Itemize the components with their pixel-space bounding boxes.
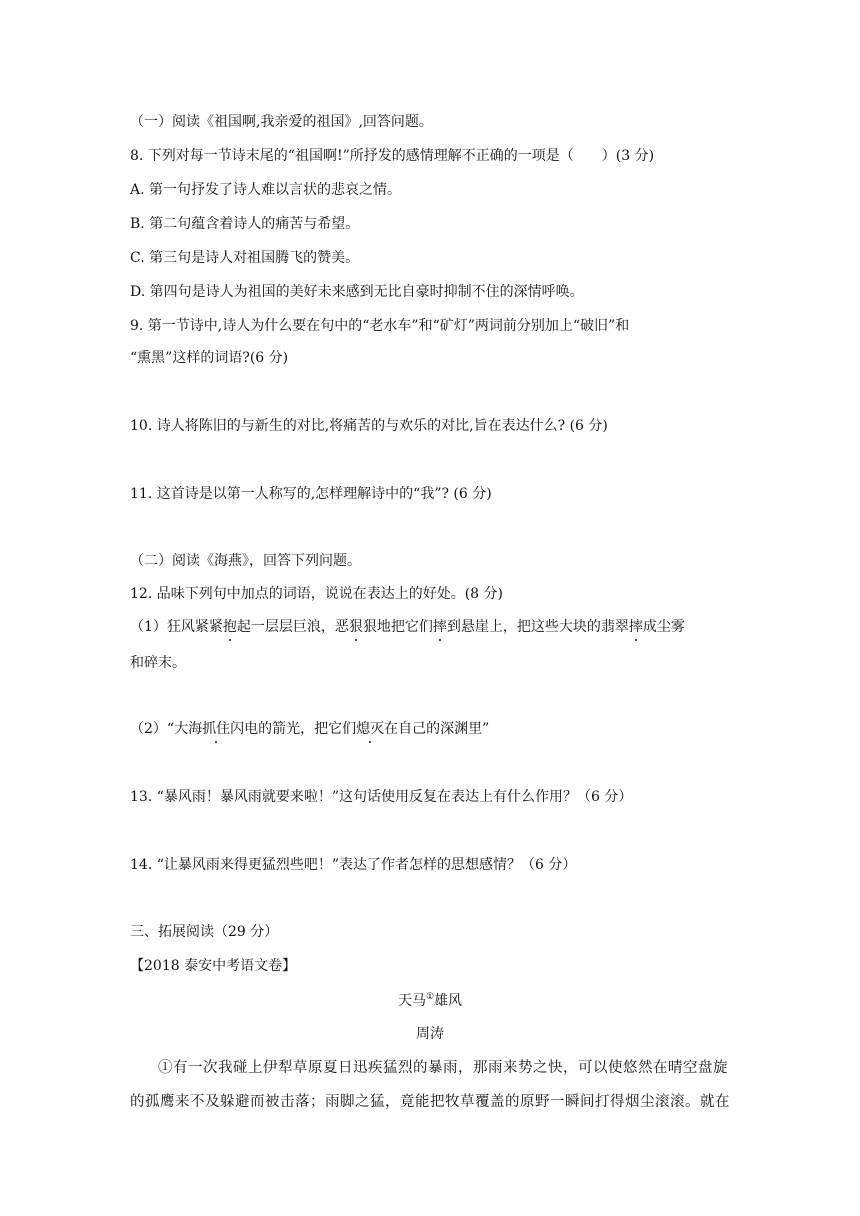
question-9-line-2: “熏黑”这样的词语?(6 分) [130, 350, 289, 366]
sentence-text: 起一层层巨浪， [236, 619, 335, 635]
article-author: 周涛 [416, 1026, 444, 1042]
sentence-text: 地把它们 [376, 619, 433, 635]
dotted-word: 摔 [432, 619, 447, 635]
dotted-word: 抓住 [202, 721, 231, 737]
article-paragraph-line: ①有一次我碰上伊犁草原夏日迅疾猛烈的暴雨，那雨来势之快，可以使悠然在晴空盘旋 [158, 1060, 728, 1076]
section-three-heading: 三、拓展阅读（29 分） [130, 924, 279, 940]
question-12-item-1 [130, 618, 685, 636]
section-one-heading: （一）阅读《祖国啊,我亲爱的祖国》,回答问题。 [130, 114, 433, 130]
question-8-option-c: C. 第三句是诗人对祖国腾飞的赞美。 [130, 250, 360, 266]
source-label: 【2018 泰安中考语文卷】 [130, 958, 297, 974]
article-paragraph-line: 的孤鹰来不及躲避而被击落；雨脚之猛，竟能把牧草覆盖的原野一瞬间打得烟尘滚滚。就在 [130, 1094, 730, 1110]
article-title-text: 天马 [397, 993, 426, 1009]
question-9-line-1: 9. 第一节诗中,诗人为什么要在句中的“老水车”和“矿灯”两词前分别加上“破旧”和 [130, 318, 630, 334]
dotted-word: 恶狠狠 [334, 619, 377, 635]
article-title-text: 雄风 [434, 993, 463, 1009]
dotted-word: 抱 [222, 619, 237, 635]
sentence-text: （1）狂风紧紧 [130, 619, 223, 635]
dotted-word: 熄灭 [356, 721, 385, 737]
question-11: 11. 这首诗是以第一人称写的,怎样理解诗中的“我”? (6 分) [130, 486, 492, 502]
section-two-heading: （二）阅读《海燕》，回答下列问题。 [130, 553, 361, 569]
question-14: 14. “让暴风雨来得更猛烈些吧！”表达了作者怎样的思想感情？（6 分） [130, 857, 577, 873]
sentence-text: 闪电的箭光，把它们 [230, 721, 357, 737]
sentence-text: 到悬崖上，把这些大块的翡翠 [446, 619, 629, 635]
question-8-option-b: B. 第二句蕴含着诗人的痛苦与希望。 [130, 216, 360, 232]
question-12-item-1-continuation: 和碎末。 [130, 655, 186, 671]
article-title [0, 992, 860, 1010]
question-12: 12. 品味下列句中加点的词语，说说在表达上的好处。(8 分) [130, 586, 503, 602]
sentence-text: 在自己的深渊里” [384, 721, 490, 737]
question-13: 13. “暴风雨！暴风雨就要来啦！”这句话使用反复在表达上有什么作用？（6 分） [130, 789, 633, 805]
question-10: 10. 诗人将陈旧的与新生的对比,将痛苦的与欢乐的对比,旨在表达什么? (6 分) [130, 418, 608, 434]
question-8-option-a: A. 第一句抒发了诗人难以言状的悲哀之情。 [130, 182, 402, 198]
sentence-text: （2）“大海 [130, 721, 203, 737]
question-8-option-d: D. 第四句是诗人为祖国的美好未来感到无比自豪时抑制不住的深情呼唤。 [130, 284, 584, 300]
dotted-word: 摔 [628, 619, 643, 635]
question-12-item-2 [130, 720, 489, 738]
sentence-text: 成尘雾 [642, 619, 685, 635]
question-8: 8. 下列对每一节诗末尾的“祖国啊!”所抒发的感情理解不正确的一项是（ ）(3 分) [130, 148, 655, 164]
footnote-marker: ① [425, 992, 435, 1002]
